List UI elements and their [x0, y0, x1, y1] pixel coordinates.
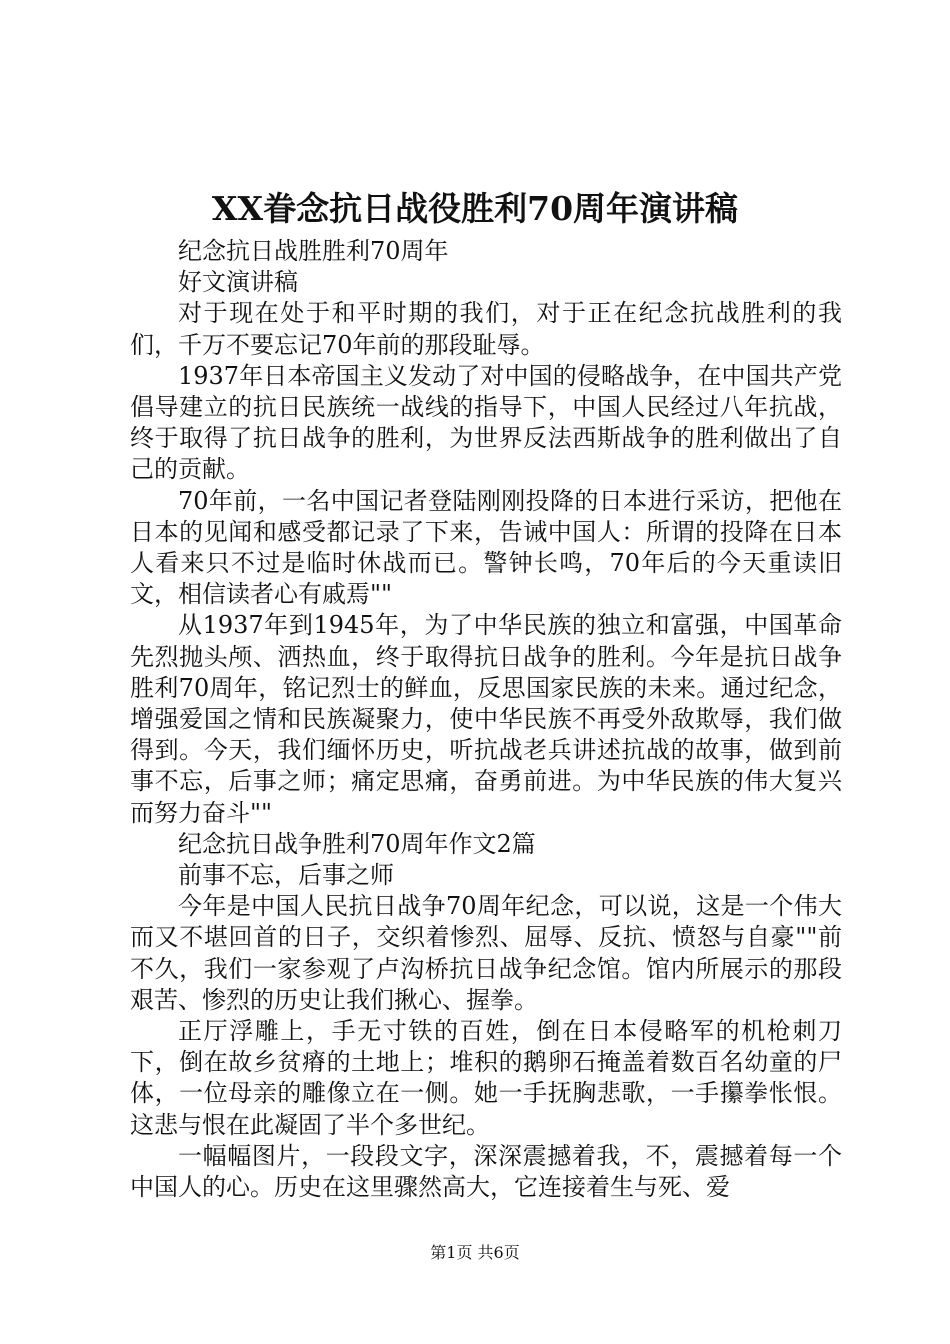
- document-title: XX眷念抗日战役胜利70周年演讲稿: [211, 189, 739, 228]
- paragraph: 一幅幅图片，一段段文字，深深震撼着我，不，震撼着每一个中国人的心。历史在这里骤然高大，它连接着生与死、爱: [130, 1141, 842, 1202]
- paragraph: 70年前，一名中国记者登陆刚刚投降的日本进行采访，把他在日本的见闻和感受都记录了下来，告诫中国人：所谓的投降在日本人看来只不过是临时休战而已。警钟长鸣，70年后的今天重读旧文，相信读者心有戚焉"": [130, 486, 842, 609]
- paragraph-heading: 前事不忘，后事之师: [178, 861, 394, 890]
- paragraph: 今年是中国人民抗日战争70周年纪念，可以说，这是一个伟大而又不堪回首的日子，交织着惨烈、屈辱、反抗、愤怒与自豪""前不久，我们一家参观了卢沟桥抗日战争纪念馆。馆内所展示的那段艰苦、惨烈的历史让我们揪心、握拳。: [130, 892, 842, 1014]
- page-footer: 第1页 共6页: [430, 1243, 520, 1262]
- paragraph-subtitle: 纪念抗日战胜胜利70周年: [178, 237, 449, 265]
- paragraph: 正厅浮雕上，手无寸铁的百姓，倒在日本侵略军的机枪刺刀下，倒在故乡贫瘠的土地上；堆积的鹅卵石掩盖着数百名幼童的尸体，一位母亲的雕像立在一侧。她一手抚胸悲歌，一手攥拳怅恨。这悲与恨在此凝固了半个多世纪。: [130, 1017, 842, 1139]
- paragraph: 对于现在处于和平时期的我们，对于正在纪念抗战胜利的我们，千万不要忘记70年前的那段耻辱。: [130, 299, 842, 359]
- paragraph-source: 好文演讲稿: [178, 268, 298, 297]
- paragraph-heading: 纪念抗日战争胜利70周年作文2篇: [178, 829, 536, 858]
- paragraph: 1937年日本帝国主义发动了对中国的侵略战争，在中国共产党倡导建立的抗日民族统一战线的指导下，中国人民经过八年抗战，终于取得了抗日战争的胜利，为世界反法西斯战争的胜利做出了自己的贡献。: [130, 361, 842, 484]
- paragraph: 从1937年到1945年，为了中华民族的独立和富强，中国革命先烈抛头颅、洒热血，终于取得抗日战争的胜利。今年是抗日战争胜利70周年，铭记烈士的鲜血，反思国家民族的未来。通过纪念，增强爱国之情和民族凝聚力，使中华民族不再受外敌欺辱，我们做得到。今天，我们缅怀历史，听抗战老兵讲述抗战的故事，做到前事不忘，后事之师；痛定思痛，奋勇前进。为中华民族的伟大复兴而努力奋斗"": [130, 611, 842, 827]
- document-body: [130, 236, 842, 1203]
